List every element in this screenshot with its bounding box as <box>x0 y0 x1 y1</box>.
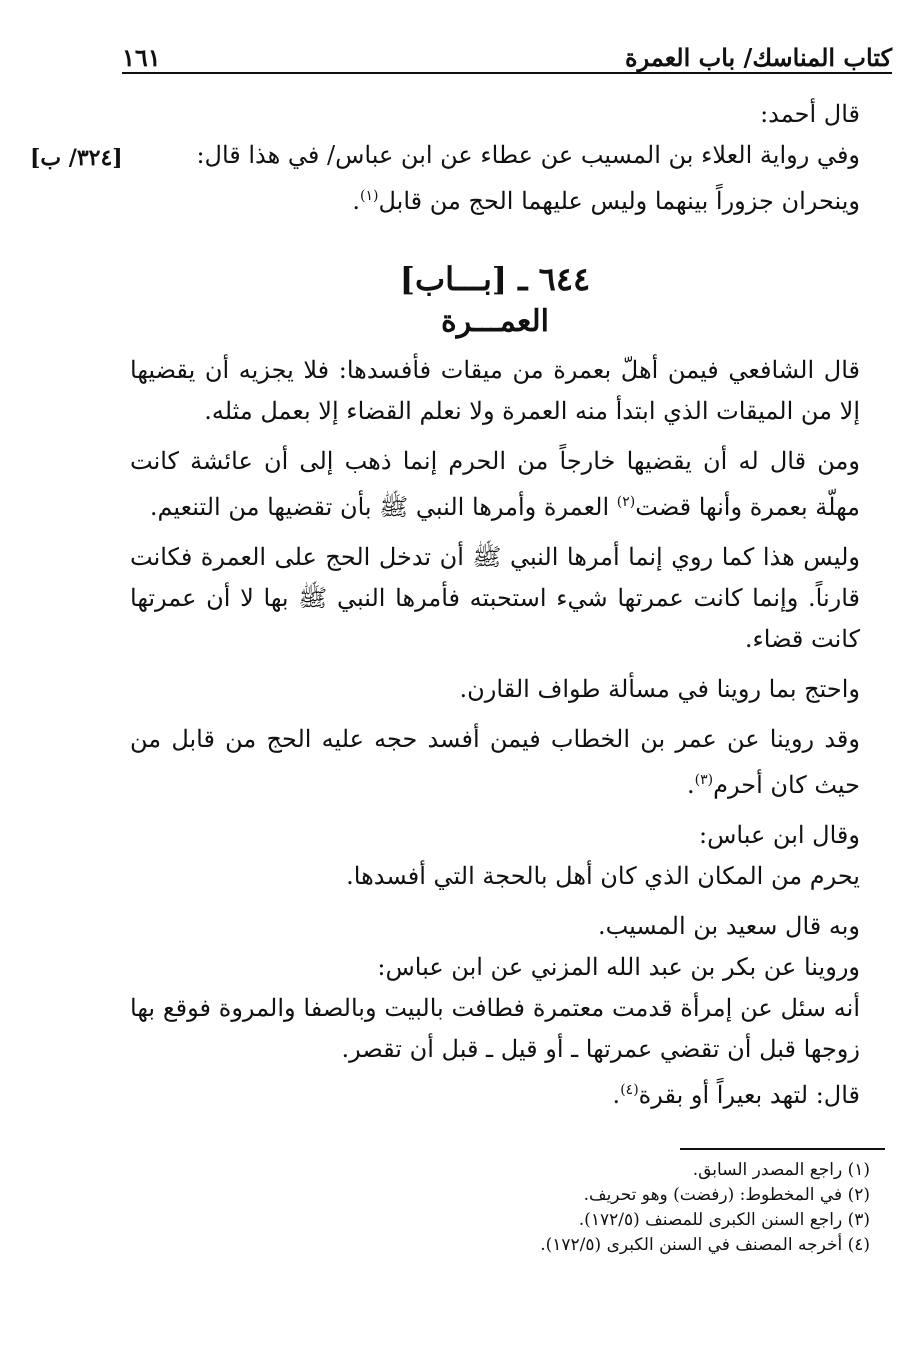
paragraph: ومن قال له أن يقضيها خارجاً من الحرم إنما ذهب إلى أن عائشة كانت مهلّة بعمرة وأنها قضت$^{(٢)}$ العمرة وأمرها النبي ﷺ بأن تقضيها من التنعيم. <box>130 447 860 521</box>
paragraph: وقد روينا عن عمر بن الخطاب فيمن أفسد حجه عليه الحج من قابل من حيث كان أحرم$^{(٣)}$. <box>130 725 860 799</box>
footnote: (٢) في المخطوط: (رفضت) وهو تحريف. <box>583 1185 870 1205</box>
footnote: (١) راجع المصدر السابق. <box>692 1160 870 1180</box>
footnote-divider <box>680 1148 885 1150</box>
paragraph: وقال ابن عباس: <box>699 821 860 849</box>
paragraph: واحتج بما روينا في مسألة طواف القارن. <box>459 675 860 703</box>
footnote-mark: (٣) <box>694 772 714 788</box>
paragraph: وليس هذا كما روي إنما أمرها النبي ﷺ أن تدخل الحج على العمرة فكانت قارناً. وإنما كانت عمرتها شيء استحبته فأمرها النبي ﷺ بها لا أن عمرتها كانت قضاء. <box>130 543 861 653</box>
paragraph: أنه سئل عن إمرأة قدمت معتمرة فطافت بالبيت وبالصفا والمروة فوقع بها زوجها قبل أن تقضي عمرتها ـ أو قيل ـ قبل أن تقصر. <box>130 994 860 1063</box>
header-title: كتاب المناسك/ باب العمرة <box>625 43 892 72</box>
paragraph: وفي رواية العلاء بن المسيب عن عطاء عن ابن عباس/ في هذا قال: <box>196 141 860 169</box>
footnote: (٤) أخرجه المصنف في السنن الكبرى (١٧٢/٥). <box>540 1235 870 1255</box>
paragraph: قال: لتهد بعيراً أو بقرة$^{(٤)}$. <box>612 1081 860 1109</box>
paragraph: وينحران جزوراً بينهما وليس عليهما الحج من قابل$^{(١)}$. <box>352 187 860 215</box>
page-number: ١٦١ <box>122 43 161 72</box>
chapter-number-heading: ٦٤٤ ـ [بـــاب] <box>399 260 591 298</box>
main-text-block <box>130 350 860 1116</box>
paragraph: وروينا عن بكر بن عبد الله المزني عن ابن عباس: <box>377 953 860 981</box>
footnote-mark: (٤) <box>620 1082 639 1098</box>
running-header <box>122 28 892 74</box>
chapter-title: العمـــرة <box>441 304 549 339</box>
chapter-heading-block <box>130 256 860 342</box>
paragraph: قال الشافعي فيمن أهلّ بعمرة من ميقات فأفسدها: فلا يجزيه أن يقضيها إلا من الميقات الذي ابتدأ منه العمرة ولا نعلم القضاء إلا بعمل مثله. <box>130 356 860 425</box>
footnote-mark: (١) <box>360 188 379 204</box>
paragraph: يحرم من المكان الذي كان أهل بالحجة التي أفسدها. <box>346 862 860 890</box>
footnote-mark: (٢) <box>616 494 636 510</box>
footnotes <box>430 1158 870 1258</box>
manuscript-folio-ref: [٣٢٤/ ب] <box>30 145 123 171</box>
top-text-block <box>130 94 860 222</box>
footnote: (٣) راجع السنن الكبرى للمصنف (١٧٢/٥). <box>578 1210 870 1230</box>
paragraph: قال أحمد: <box>760 100 860 128</box>
paragraph: وبه قال سعيد بن المسيب. <box>597 912 860 940</box>
